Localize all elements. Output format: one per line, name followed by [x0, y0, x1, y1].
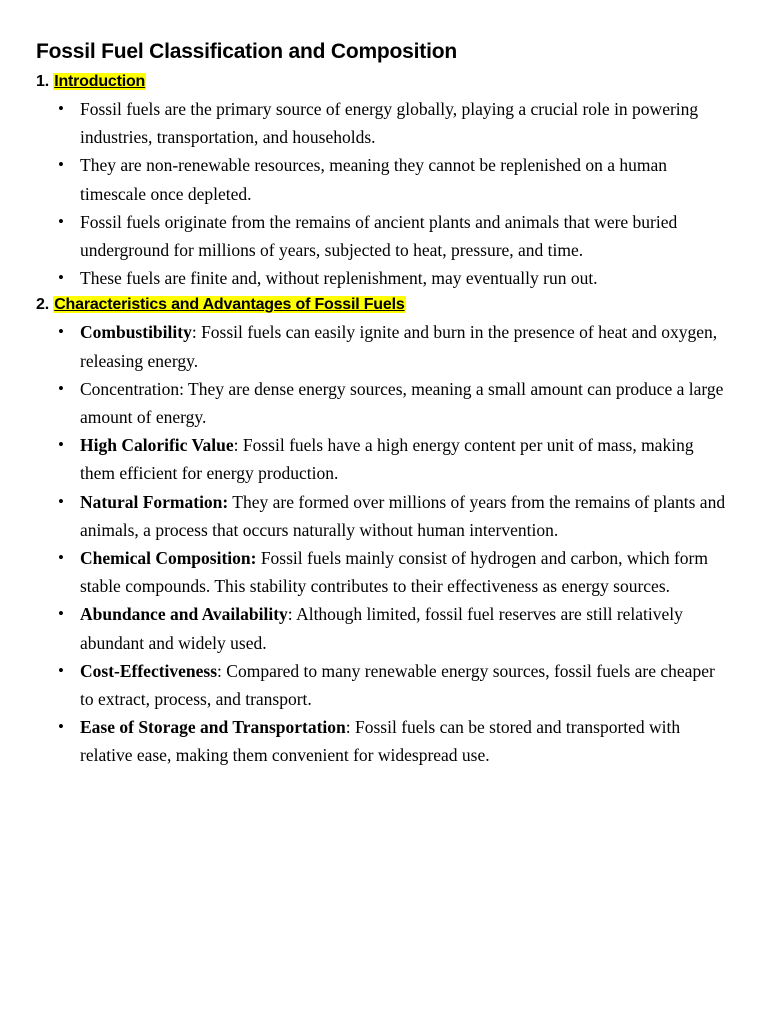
list-item [58, 151, 732, 207]
bullet-list [36, 318, 732, 769]
item-text: : Fossil fuels can be stored and transported with relative ease, making them convenient for widespread use. [80, 717, 681, 766]
item-text: They are non-renewable resources, meaning they cannot be replenished on a human timescale once depleted. [80, 155, 667, 204]
item-text: These fuels are finite and, without replenishment, may eventually run out. [80, 268, 598, 289]
item-term: High Calorific Value [80, 435, 234, 456]
list-item [58, 95, 732, 151]
item-term: Chemical Composition: [80, 548, 257, 569]
section-heading [36, 292, 732, 318]
item-term: Combustibility [80, 322, 192, 343]
item-text: Concentration: They are dense energy sources, meaning a small amount can produce a large amount of energy. [80, 378, 724, 428]
section-heading-text: Characteristics and Advantages of Fossil Fuels [54, 296, 405, 314]
list-item [58, 431, 732, 487]
list-item [58, 488, 732, 544]
item-text: They are formed over millions of years from the remains of plants and animals, a process that occurs naturally without human intervention. [80, 491, 726, 540]
bullet-icon: • [58, 717, 64, 737]
list-item [58, 657, 732, 713]
bullet-icon: • [58, 378, 64, 398]
item-text: Fossil fuels are the primary source of energy globally, playing a crucial role in powering industries, transportation, and households. [80, 99, 699, 148]
bullet-icon: • [58, 435, 64, 455]
list-item [58, 600, 732, 656]
list-item [58, 208, 732, 264]
list-item [58, 375, 732, 431]
item-term: Cost-Effectiveness [80, 660, 218, 681]
section-number: 2. [36, 296, 49, 314]
list-item [58, 544, 732, 600]
section-heading-text: Introduction [54, 73, 146, 90]
list-item [58, 318, 732, 374]
section-heading [36, 69, 732, 95]
section-introduction [36, 69, 732, 292]
list-item [58, 264, 732, 292]
item-term: Abundance and Availability [80, 604, 288, 625]
bullet-icon: • [58, 211, 64, 231]
item-text: : Fossil fuels have a high energy content per unit of mass, making them efficient for energy production. [80, 435, 694, 484]
bullet-icon: • [58, 660, 64, 680]
item-term: Ease of Storage and Transportation [80, 717, 346, 738]
item-text: : Compared to many renewable energy sources, fossil fuels are cheaper to extract, process, and transport. [80, 660, 715, 710]
section-characteristics [36, 292, 732, 769]
bullet-icon: • [58, 322, 64, 342]
document-title: Fossil Fuel Classification and Composition [36, 40, 457, 63]
bullet-list [36, 95, 732, 292]
item-text: Fossil fuels originate from the remains of ancient plants and animals that were buried underground for millions of years, subjected to heat, pressure, and time. [80, 211, 678, 261]
bullet-icon: • [58, 268, 64, 288]
bullet-icon: • [58, 155, 64, 175]
bullet-icon: • [58, 604, 64, 624]
item-term: Natural Formation: [80, 491, 229, 512]
bullet-icon: • [58, 99, 64, 118]
bullet-icon: • [58, 491, 64, 511]
bullet-icon: • [58, 548, 64, 568]
list-item [58, 713, 732, 769]
item-text: Fossil fuels mainly consist of hydrogen and carbon, which form stable compounds. This stability contributes to their effectiveness as energy sources. [80, 548, 708, 597]
item-text: : Although limited, fossil fuel reserves are still relatively abundant and widely used. [80, 604, 683, 653]
item-text: : Fossil fuels can easily ignite and burn in the presence of heat and oxygen, releasing energy. [80, 322, 718, 371]
section-number: 1. [36, 73, 49, 90]
